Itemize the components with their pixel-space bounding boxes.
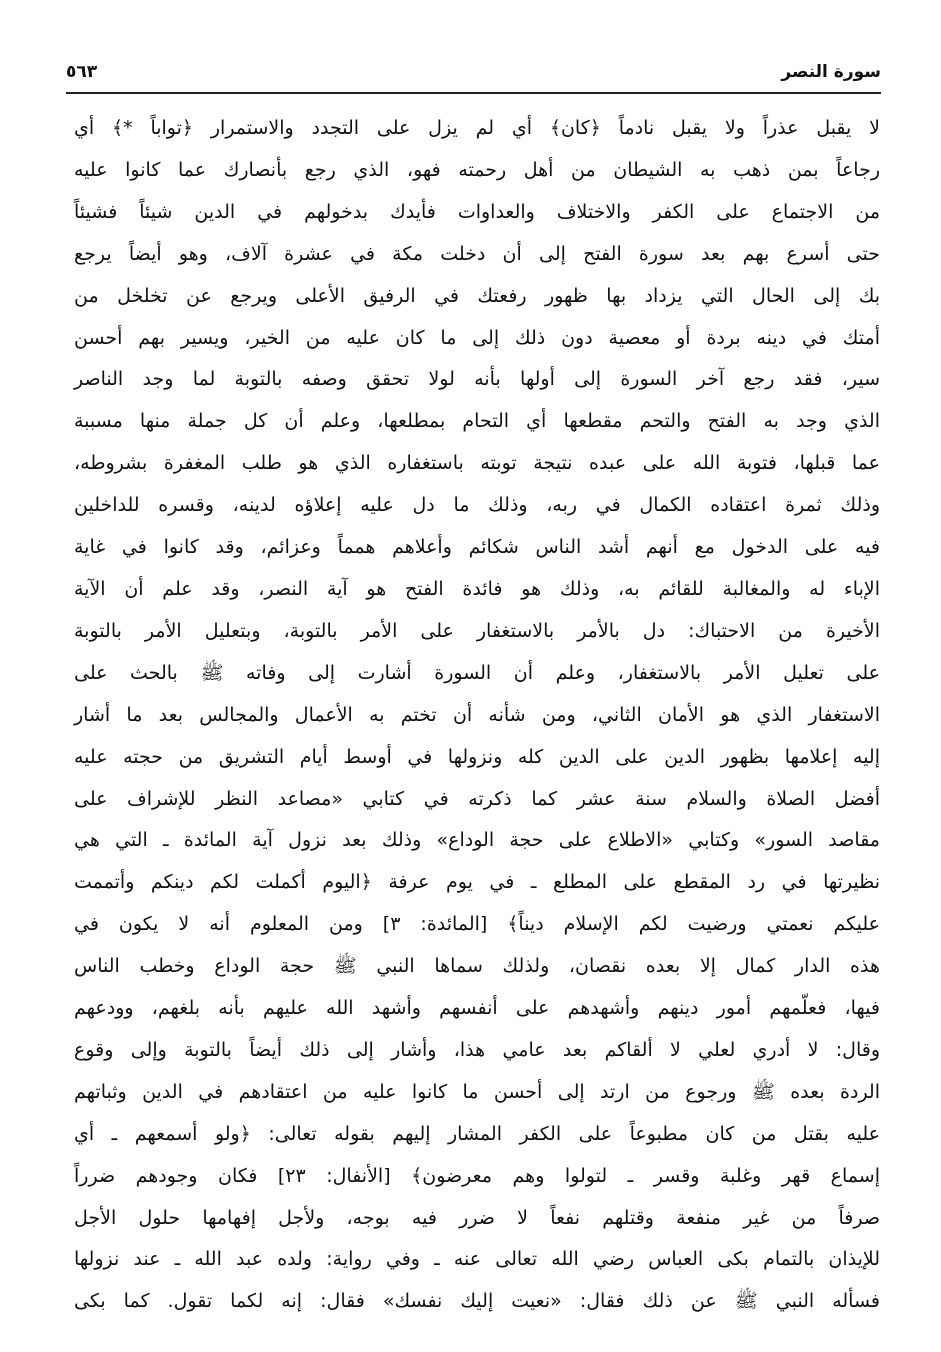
text-line: عليه بقتل من كان مطبوعاً على الكفر المشار إليهم بقوله تعالى: ﴿ولو أسمعهم ـ أي: [74, 1122, 880, 1145]
running-header: [66, 56, 881, 92]
text-line: للإيذان بالتمام بكى العباس رضي الله تعالى عنه ـ وفي رواية: ولده عبد الله ـ عند نزولها: [74, 1248, 880, 1271]
text-line: لا يقبل عذراً ولا يقبل نادماً ﴿كان﴾ أي لم يزل على التجدد والاستمرار ﴿تواباً *﴾ أي: [74, 117, 880, 139]
text-line: رجاعاً بمن ذهب به الشيطان من أهل رحمته فهو، الذي رجع بأنصارك عما كانوا عليه: [74, 158, 880, 181]
text-line: حتى أسرع بهم بعد سورة الفتح إلى أن دخلت مكة في عشرة آلاف، وهو أيضاً يرجع: [74, 242, 880, 265]
text-line: عليكم نعمتي ورضيت لكم الإسلام ديناً﴾ [المائدة: ٣] ومن المعلوم أنه لا يكون في: [74, 913, 880, 936]
page-number: ٥٦٣: [66, 62, 98, 82]
text-line: فيه على الدخول مع أنهم أشد الناس شكائم وأعلاهم همماً وعزائم، وقد كانوا في غاية: [74, 536, 880, 559]
text-line: إليه إعلامها بظهور الدين على الدين كله ونزولها في أوسط أيام التشريق من حجته عليه: [74, 745, 880, 768]
text-line: إسماع قهر وغلبة وقسر ـ لتولوا وهم معرضون﴾ [الأنفال: ٢٣] فكان وجودهم ضرراً: [74, 1164, 880, 1187]
header-rule: [66, 92, 881, 94]
text-line: الردة بعده ﷺ ورجوع من ارتد إلى أحسن ما كانوا عليه من اعتقادهم في الدين وثباتهم: [74, 1080, 880, 1103]
text-line: نظيرتها في رد المقطع على المطلع ـ في يوم عرفة ﴿اليوم أكملت لكم دينكم وأتممت: [74, 871, 880, 894]
text-line: مقاصد السور» وكتابي «الاطلاع على حجة الوداع» وذلك بعد نزول آية المائدة ـ التي هي: [74, 829, 880, 852]
text-line: هذه الدار كمال إلا بعده نقصان، ولذلك سماها النبي ﷺ حجة الوداع وخطب الناس: [74, 955, 880, 978]
body-text: [74, 108, 880, 1323]
text-line: وذلك ثمرة اعتقاده الكمال في ربه، وذلك ما دل عليه إعلاؤه لدينه، وقسره للداخلين: [74, 494, 880, 517]
text-line: فيها، فعلّمهم أمور دينهم وأشهدهم على أنفسهم وأشهد الله عليهم بأنه بلغهم، وودعهم: [74, 997, 880, 1020]
text-line: فسأله النبي ﷺ عن ذلك فقال: «نعيت إليك نفسك» فقال: إنه لكما تقول. كما بكى: [74, 1290, 880, 1313]
text-line: على تعليل الأمر بالاستغفار، وعلم أن السورة أشارت إلى وفاته ﷺ بالحث على: [74, 661, 880, 684]
text-line: أفضل الصلاة والسلام سنة عشر كما ذكرته في كتابي «مصاعد النظر للإشراف على: [74, 787, 880, 810]
text-line: الذي وجد به الفتح والتحم مقطعها أي التحام بمطلعها، وعلم أن كل جملة منها مسببة: [74, 410, 880, 433]
text-line: عما قبلها، فتوبة الله على عبده نتيجة توبته باستغفاره الذي هو طلب المغفرة بشروطه،: [74, 452, 880, 475]
text-line: الأخيرة من الاحتباك: دل بالأمر بالاستغفار على الأمر بالتوبة، وبتعليل الأمر بالتوبة: [74, 619, 880, 642]
text-line: بك إلى الحال التي يزداد بها ظهور رفعتك في الرفيق الأعلى ويرجع عن تخلخل من: [74, 284, 880, 307]
text-line: الاستغفار الذي هو الأمان الثاني، ومن شأنه أن تختم به الأعمال والمجالس بعد ما أشار: [74, 703, 880, 726]
text-line: الإباء له والمغالبة للقائم به، وذلك هو فائدة الفتح هو آية النصر، وقد علم أن الآية: [74, 577, 880, 600]
text-line: من الاجتماع على الكفر والاختلاف والعداوات فأيدك بدخولهم في الدين شيئاً فشيئاً: [74, 200, 880, 223]
text-line: وقال: لا أدري لعلي لا ألقاكم بعد عامي هذا، وأشار إلى ذلك أيضاً بالتوبة وإلى وقوع: [74, 1038, 880, 1061]
surah-title: سورة النصر: [781, 62, 881, 82]
text-line: أمتك في دينه بردة أو معصية دون ذلك إلى ما كان عليه من الخير، ويسير بهم أحسن: [74, 326, 880, 349]
text-line: صرفاً من غير منفعة وقتلهم نفعاً لا ضرر فيه بوجه، ولأجل إفهامها حلول الأجل: [74, 1206, 880, 1229]
text-line: سير، فقد رجع آخر السورة إلى أولها بأنه لولا تحقق وصفه بالتوبة لما وجد الناصر: [74, 368, 880, 391]
